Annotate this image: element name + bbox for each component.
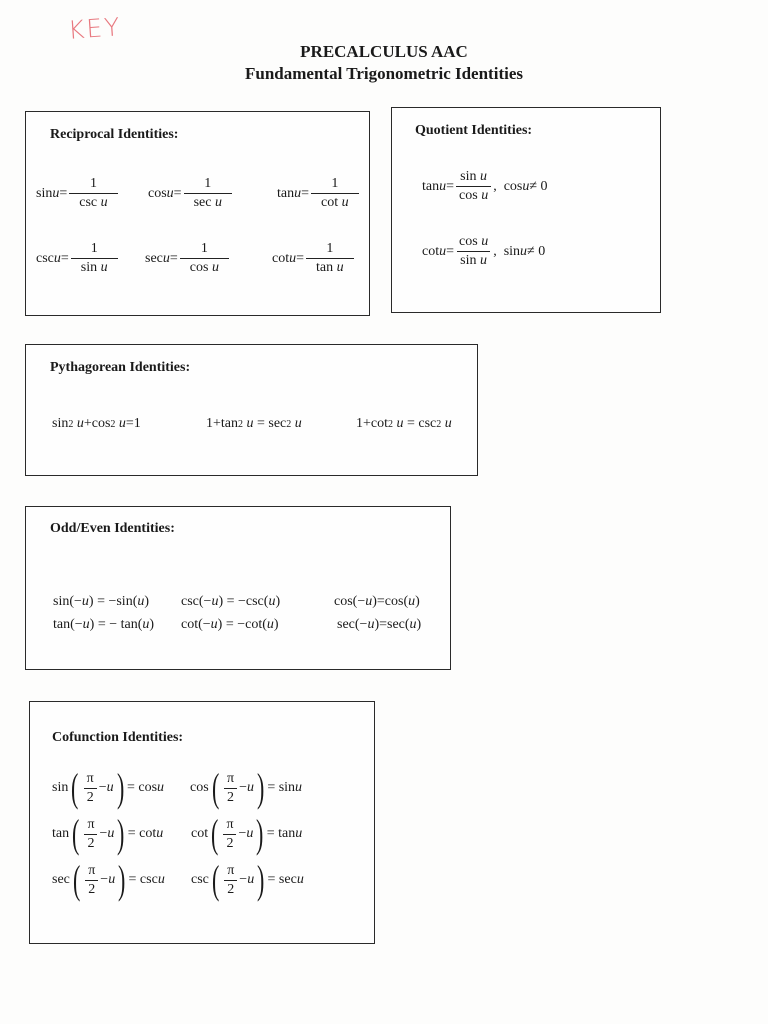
reciprocal-identity-tan: tan u = $\frac{1}{\text{cot u}}$: [277, 177, 361, 210]
fraction: $\frac{\pi}{2}$: [224, 772, 237, 805]
page-title: [0, 41, 768, 85]
key-annotation: KEY: [67, 12, 123, 45]
fraction: $\frac{1}{\text{tan u}}$: [306, 242, 354, 275]
cofunction-heading: Cofunction Identities:: [52, 730, 184, 745]
fraction: $\frac{1}{\text{csc u}}$: [69, 177, 117, 210]
pythagorean-identity-1: sin 2 u +cos 2 u =1: [52, 416, 141, 431]
odd-even-identity-2: csc(− u ) = −csc( u ): [181, 594, 281, 609]
odd-even-identity-5: cot(− u ) = −cot( u ): [181, 617, 279, 632]
course-title: PRECALCULUS AAC: [300, 42, 468, 61]
odd-even-identity-1: sin(− u ) = −sin( u ): [53, 594, 150, 609]
pythagorean-identity-3: 1+cot 2 u = csc 2 u: [356, 416, 452, 431]
reciprocal-heading: Reciprocal Identities:: [50, 127, 179, 142]
fraction: $\frac{1}{\text{cos u}}$: [180, 242, 229, 275]
fraction: $\frac{\pi}{2}$: [85, 864, 98, 897]
odd-even-identity-6: sec(− u )=sec( u ): [337, 617, 422, 632]
pythagorean-identity-2: 1+tan 2 u = sec 2 u: [206, 416, 302, 431]
fraction: $\frac{\pi}{2}$: [224, 864, 237, 897]
fraction: $\frac{\pi}{2}$: [84, 772, 97, 805]
odd-even-identity-3: cos(− u )=cos( u ): [334, 594, 420, 609]
cofunction-identity-sin: sin ( $\frac{\pi}{2}$ − u ) = cos u: [52, 765, 165, 810]
worksheet-subtitle: Fundamental Trigonometric Identities: [245, 64, 523, 83]
reciprocal-identity-cot: cot u = $\frac{1}{\text{tan u}}$: [272, 242, 356, 275]
reciprocal-identity-csc: csc u = $\frac{1}{\text{sin u}}$: [36, 242, 120, 275]
odd-even-identity-4: tan(− u ) = − tan( u ): [53, 617, 155, 632]
quotient-identities-box: [391, 107, 661, 313]
pythagorean-identities-box: [25, 344, 478, 476]
reciprocal-identity-sec: sec u = $\frac{1}{\text{cos u}}$: [145, 242, 231, 275]
fraction: $\frac{1}{\text{sec u}}$: [184, 177, 232, 210]
reciprocal-identity-sin: sin u = $\frac{1}{\text{csc u}}$: [36, 177, 120, 210]
fraction: $\frac{\text{sin u}}{\text{cos u}}$: [456, 170, 491, 203]
odd-even-heading: Odd/Even Identities:: [50, 521, 175, 536]
cofunction-identity-tan: tan ( $\frac{\pi}{2}$ − u ) = cot u: [52, 811, 164, 856]
reciprocal-identity-cos: cos u = $\frac{1}{\text{sec u}}$: [148, 177, 234, 210]
cofunction-identity-sec: sec ( $\frac{\pi}{2}$ − u ) = csc u: [52, 857, 165, 902]
reciprocal-identities-box: [25, 111, 370, 316]
pythagorean-heading: Pythagorean Identities:: [50, 360, 191, 375]
fraction: $\frac{1}{\text{sin u}}$: [71, 242, 118, 275]
cofunction-identity-csc: csc ( $\frac{\pi}{2}$ − u ) = sec u: [191, 857, 304, 902]
cofunction-identities-box: [29, 701, 375, 944]
quotient-identity-tan: tan u = $\frac{\text{sin u}}{\text{cos u}}$ , cos u ≠ 0: [422, 169, 548, 203]
fraction: $\frac{1}{\text{cot u}}$: [311, 177, 359, 210]
quotient-identity-cot: cot u = $\frac{\text{cos u}}{\text{sin u}}$ , sin u ≠ 0: [422, 234, 546, 268]
fraction: $\frac{\pi}{2}$: [223, 818, 236, 851]
odd-even-identities-box: [25, 506, 451, 670]
fraction: $\frac{\text{cos u}}{\text{sin u}}$: [459, 234, 489, 268]
fraction: $\frac{\pi}{2}$: [84, 818, 97, 851]
cofunction-identity-cos: cos ( $\frac{\pi}{2}$ − u ) = sin u: [190, 765, 303, 810]
cofunction-identity-cot: cot ( $\frac{\pi}{2}$ − u ) = tan u: [191, 811, 303, 856]
quotient-heading: Quotient Identities:: [415, 123, 533, 138]
